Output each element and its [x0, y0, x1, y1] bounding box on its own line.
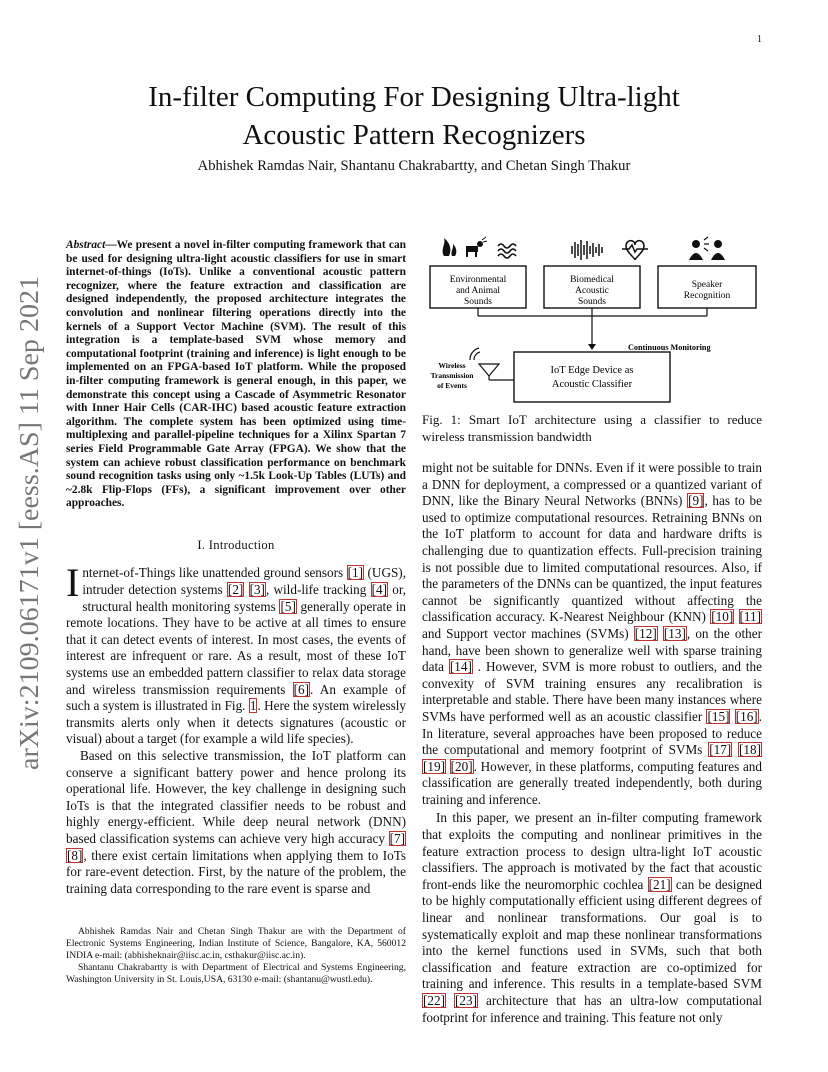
box3-line1: Speaker — [691, 280, 723, 290]
animal-icon — [466, 237, 487, 257]
intro-paragraph-1 — [66, 560, 407, 748]
heartbeat-icon — [622, 241, 648, 260]
box-iot-device — [514, 352, 670, 402]
text-run: . However, in these platforms, computing features and classification are generally treated independently, both during training and inference. — [422, 758, 762, 807]
box3-line2: Recognition — [683, 291, 731, 301]
footnotes — [66, 926, 406, 986]
title-line-2: Acoustic Pattern Recognizers — [242, 119, 586, 151]
text-run: , on the other hand, have been shown to generalize well with sparse training data — [422, 625, 762, 675]
wireless-line3: of Events — [437, 381, 467, 390]
wireless-line1: Wireless — [438, 361, 466, 370]
citation-link[interactable]: [10] — [711, 609, 734, 625]
text-run: Based on this selective transmission, the IoT platform can conserve a significant battery power and hence prolong its operational life. However, the key challenge in designing such IoTs is that the integrated classifier needs to be robust and highly energy-efficient. While deep neural network (DNN) based classification systems can achieve very high accuracy — [66, 748, 406, 846]
text-run: or, structural health monitoring systems — [82, 582, 406, 614]
citation-link[interactable]: [20] — [450, 758, 473, 774]
text-run: , there exist certain limitations when applying them to IoTs for rare-event detection. First, by the nature of the problem, the training data corresponding to the rare event is sparse and — [66, 847, 406, 896]
fire-icon — [443, 238, 457, 256]
citation-link[interactable]: [2] — [227, 582, 244, 598]
citation-link[interactable]: [13] — [663, 625, 686, 641]
device-line1: IoT Edge Device as — [550, 365, 634, 376]
box2-line3: Sounds — [578, 297, 606, 307]
text-run: nternet-of-Things like unattended ground sensors — [82, 565, 347, 581]
citation-link[interactable]: [3] — [249, 582, 265, 598]
arxiv-stamp — [4, 274, 46, 774]
text-run: might not be suitable for DNNs. Even if it were possible to train a DNN for deployment, a compressed or a quantized variant of DNN, like the Binary Neural Networks (BNNs) — [422, 460, 762, 509]
text-run: . In literature, several approaches have been proposed to reduce the computational and memory footprint of SVMs — [422, 708, 762, 758]
box2-line2: Acoustic — [575, 286, 609, 296]
paper-title — [60, 78, 768, 154]
footnote-affiliation-1: Abhishek Ramdas Nair and Chetan Singh Thakur are with the Department of Electronic Systems Engineering, Indian Institute of Science, Bangalore, KA, 560012 INDIA e-mail: (abhisheknair@iisc.ac.in, csthakur@iisc.ac.in). — [66, 926, 406, 961]
waves-icon — [498, 244, 516, 258]
right-paragraph-1 — [422, 460, 762, 808]
citation-link[interactable]: [6] — [293, 681, 310, 697]
citation-link[interactable]: [8] — [67, 847, 83, 863]
abstract-text: —We present a novel in-filter computing framework that can be used for designing ultra-light acoustic classifiers for use in smart internet-of-things (IoTs). Unlike a conventional acoustic pattern recognizer, where the feature extraction and classification are designed independently, the proposed architecture integrates the convolution and nonlinear filtering operations directly into the kernels of a Support Vector Machine (SVM). The result of this integration is a template-based SVM whose memory and computational footprint (training and inference) is light enough to be implemented on an FPGA-based IoT platform. While the proposed in-filter computing framework is general enough, in this paper, we demonstrate this concept using a Cascade of Asymmetric Resonator with Inner Hair Cells (CAR-IHC) based acoustic feature extraction algorithm. The complete system has been optimized using time-multiplexing and parallel-pipeline techniques for a Xilinx Spartan 7 series Field Programmable Gate Array (FPGA). We show that the system can achieve robust classification performance on benchmark sound recognition tasks using only ~1.5k Look-Up Tables (LUTs) and ~2.8k Flip-Flops (FFs), a significant improvement over other approaches. — [66, 239, 406, 510]
citation-link[interactable]: [19] — [423, 758, 445, 774]
figure-link[interactable]: 1 — [249, 698, 257, 714]
text-run: . An example of such a system is illustrated in Fig. — [66, 681, 406, 714]
citation-link[interactable]: [9] — [688, 493, 704, 509]
box1-line1: Environmental — [449, 275, 507, 285]
citation-link[interactable]: [18] — [739, 742, 761, 758]
title-line-1: In-filter Computing For Designing Ultra-light — [148, 81, 680, 113]
abstract — [66, 239, 406, 511]
citation-link[interactable]: [15] — [707, 708, 730, 724]
text-run: , has to be used to optimize computational resources. Retraining BNNs on the IoT platform to account for data and hardware drifts is challenging due to quantization effects. Full-precision training is not possible due to limited computational resources. Also, if the parameters of the DNNs can be quantized, the input features cannot be significantly quantized without affecting the classification accuracy. K-Nearest Neighbour (KNN) — [422, 493, 762, 625]
text-run: . Here the system wirelessly transmits alerts only when it detects signatures (acoustic or visual) about a target (for example a wild life species). — [66, 698, 406, 747]
citation-link[interactable]: [4] — [371, 582, 387, 598]
drop-cap: I — [66, 560, 80, 606]
page-number: 1 — [757, 34, 762, 45]
text-run: generally operate in remote locations. They have to be active at all times to ensure that it can detect events of interest. In most cases, the events of interest are infrequent or rare. As a result, most of these IoT systems use an embedded pattern classifier to relax data storage and wireless transmission requirements — [66, 598, 407, 697]
citation-link[interactable]: [14] — [449, 659, 472, 675]
abstract-label: Abstract — [66, 239, 106, 251]
citation-link[interactable]: [23] — [455, 993, 477, 1008]
citation-link[interactable]: [17] — [709, 742, 732, 758]
citation-link[interactable]: [22] — [423, 993, 445, 1008]
text-run: can be designed to be highly computationally efficient using different degrees of linear and nonlinear transformations. Our goal is to systematically exploit and map these nonlinear transformations into the kernel functions used in SVMs, such that both classification and feature extraction are co-optimized for training and inference. This results in a template-based SVM — [422, 876, 763, 992]
citation-link[interactable]: [1] — [347, 565, 364, 581]
text-run: architecture that has an ultra-low computational footprint for inference and training. This feature not only — [422, 993, 762, 1025]
figure-1 — [422, 234, 762, 408]
arxiv-stamp-text: arXiv:2109.06171v1 [eess.AS] 11 Sep 2021 — [14, 294, 44, 770]
antenna-icon — [470, 348, 514, 380]
citation-link[interactable]: [16] — [735, 708, 758, 724]
text-run: . However, SVM is more robust to outliers, and the convexity of SVM training ensures any recalibration is interpretable and stable. There have been many instances where SVMs have performed well as an acoustic classifier — [422, 659, 762, 724]
sound-wave-icon — [572, 240, 602, 260]
citation-link[interactable]: [21] — [648, 876, 671, 892]
left-column — [66, 239, 406, 897]
box1-line3: Sounds — [464, 297, 492, 307]
device-line2: Acoustic Classifier — [551, 379, 633, 390]
box2-line1: Biomedical — [570, 275, 614, 285]
author-list: Abhishek Ramdas Nair, Shantanu Chakrabartty, and Chetan Singh Thakur — [197, 158, 631, 174]
text-run: and Support vector machines (SVMs) — [422, 625, 634, 641]
continuous-monitoring-label: Continuous Monitoring — [628, 343, 711, 352]
section-heading-introduction: I. Introduction — [197, 537, 275, 552]
right-column — [422, 460, 762, 1026]
text-run: , wild-life tracking — [265, 582, 371, 598]
box1-line2: and Animal — [455, 286, 501, 296]
text-run: In this paper, we present an in-filter computing framework that exploits the computing and nonlinear primitives in the feature extraction process to design ultra-light IoT acoustic classifiers. The approach is motivated by the fact that acoustic front-ends like the neuromorphic cochlea — [422, 810, 762, 892]
citation-link[interactable]: [5] — [280, 598, 296, 614]
citation-link[interactable]: [7] — [389, 830, 405, 846]
citation-link[interactable]: [12] — [634, 625, 657, 641]
text-run: (UGS), intruder detection systems — [82, 565, 406, 598]
citation-link[interactable]: [11] — [739, 609, 761, 625]
figure-caption: Fig. 1: Smart IoT architecture using a classifier to reduce wireless transmission bandwidth — [422, 412, 762, 444]
speakers-icon — [689, 237, 725, 260]
intro-paragraph-2 — [66, 748, 406, 897]
right-paragraph-2 — [422, 810, 762, 1026]
wireless-line2: Transmission — [430, 371, 474, 380]
footnote-affiliation-2: Shantanu Chakrabartty is with Department of Electrical and Systems Engineering, Washington University in St. Louis,USA, 63130 e-mail: (shantanu@wustl.edu). — [66, 962, 406, 985]
